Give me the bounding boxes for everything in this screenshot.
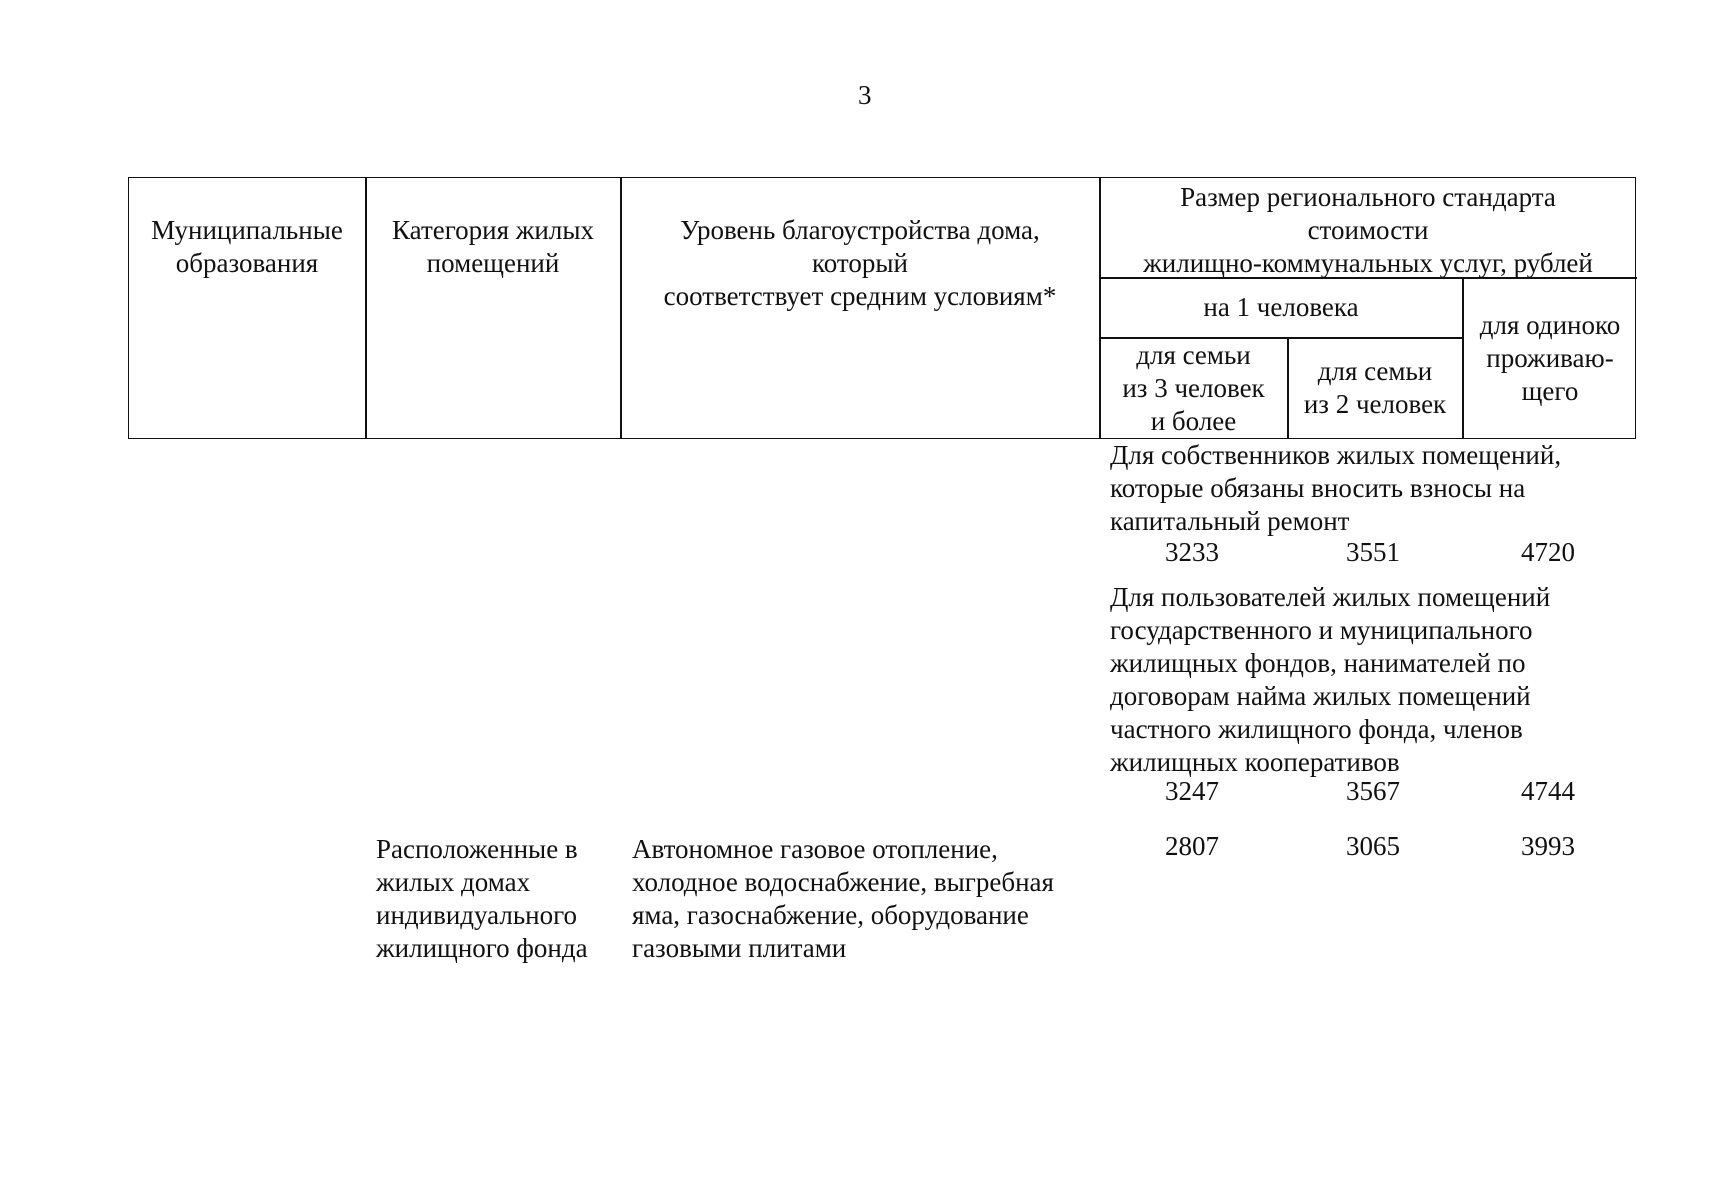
header-category: Категория жилых помещений xyxy=(392,215,594,278)
value-users-single: 4744 xyxy=(1521,776,1575,806)
header-standard: Размер регионального стандарта стоимости жилищно-коммунальных услуг, рублей xyxy=(1143,182,1593,278)
header-family-2: для семьи из 2 человек xyxy=(1303,356,1447,419)
value-users-family-3: 3247 xyxy=(1165,776,1219,806)
section-title-owners: Для собственников жилых помещений, которые обязаны вносить взносы на капитальный ремонт xyxy=(1110,440,1562,536)
section-title-users: Для пользователей жилых помещений государственного и муниципального жилищных фондов, нанимателей по договорам найма жилых помещений частного жилищного фонда, членов жилищных кооперативов xyxy=(1110,582,1551,777)
value-row-family-2: 3065 xyxy=(1346,831,1400,861)
header-family-3: для семьи из 3 человек и более xyxy=(1122,339,1265,436)
table-header xyxy=(128,177,1636,439)
row-category: Расположенные в жилых домах индивидуального жилищного фонда xyxy=(376,834,588,963)
header-municipal: Муниципальные образования xyxy=(151,215,343,278)
page-number: 3 xyxy=(858,80,872,110)
header-level: Уровень благоустройства дома, который соответствует средним условиям* xyxy=(663,215,1057,311)
header-per-person: на 1 человека xyxy=(1203,292,1359,322)
value-row-family-3: 2807 xyxy=(1165,831,1219,861)
value-row-single: 3993 xyxy=(1521,831,1575,861)
value-owners-family-2: 3551 xyxy=(1346,537,1400,567)
value-owners-single: 4720 xyxy=(1521,537,1575,567)
value-users-family-2: 3567 xyxy=(1346,776,1400,806)
row-level: Автономное газовое отопление, холодное водоснабжение, выгребная яма, газоснабжение, оборудование газовыми плитами xyxy=(632,834,1054,963)
header-single: для одиноко проживаю- щего xyxy=(1479,309,1621,406)
value-owners-family-3: 3233 xyxy=(1165,537,1219,567)
